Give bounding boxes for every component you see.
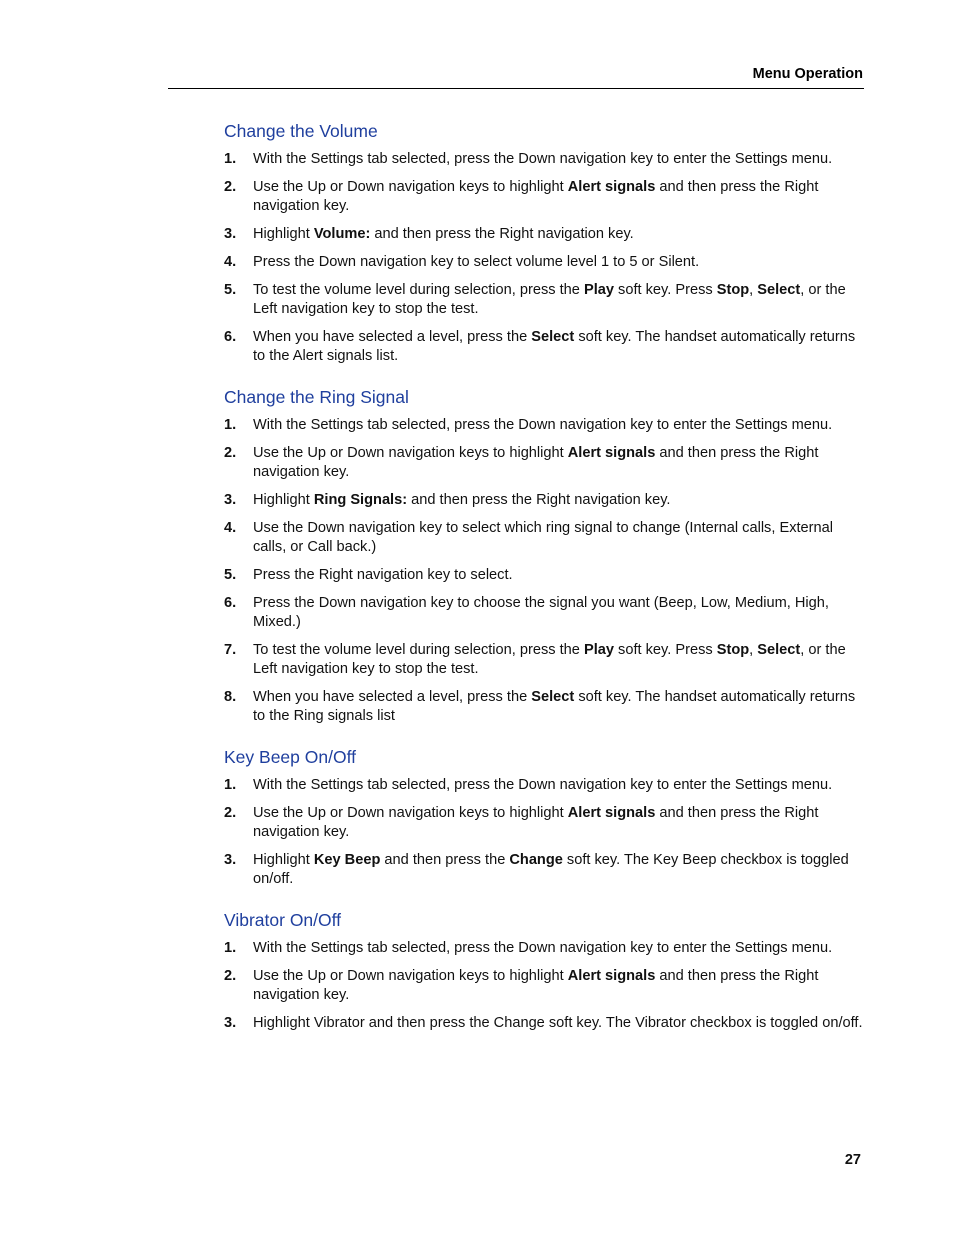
section xyxy=(224,909,868,1033)
step-number: 3. xyxy=(224,852,237,868)
step-number: 2. xyxy=(224,805,237,821)
text-run: Use the Up or Down navigation keys to highlight xyxy=(253,805,568,821)
section xyxy=(224,386,868,726)
step-number: 7. xyxy=(224,642,237,658)
bold-term: Ring Signals: xyxy=(313,492,408,508)
step-item xyxy=(224,804,868,842)
section-title: Change the Ring Signal xyxy=(224,387,409,407)
text-run: Highlight Vibrator and then press the Change soft key. The Vibrator checkbox is toggled on/off. xyxy=(253,1015,863,1031)
text-run: soft key. The handset automatically returns to the Ring signals list xyxy=(253,689,856,724)
step-text xyxy=(253,940,832,956)
bold-term: Volume: xyxy=(313,226,371,242)
bold-term: Key Beep xyxy=(313,852,381,868)
text-run: Press the Down navigation key to choose the signal you want (Beep, Low, Medium, High, Mixed.) xyxy=(253,595,829,630)
step-item xyxy=(224,444,868,482)
text-run: Use the Up or Down navigation keys to highlight xyxy=(253,179,568,195)
text-run: With the Settings tab selected, press the Down navigation key to enter the Settings menu. xyxy=(253,151,833,167)
text-run: Use the Down navigation key to select which ring signal to change (Internal calls, External calls, or Call back.) xyxy=(253,520,834,555)
text-run: soft key. The handset automatically returns to the Alert signals list. xyxy=(253,329,856,364)
bold-term: Play xyxy=(583,642,614,658)
step-text xyxy=(253,968,818,1003)
step-number: 8. xyxy=(224,689,237,705)
step-text xyxy=(253,282,846,317)
bold-term: Alert signals xyxy=(567,179,656,195)
running-header-title: Menu Operation xyxy=(752,66,863,82)
step-text xyxy=(253,492,671,508)
text-run: soft key. Press xyxy=(614,642,717,658)
step-text xyxy=(253,329,855,364)
step-item xyxy=(224,519,868,557)
bold-term: Select xyxy=(757,642,801,658)
step-number: 3. xyxy=(224,492,237,508)
text-run: and then press the Right navigation key. xyxy=(253,179,819,214)
step-list xyxy=(224,150,868,366)
text-run: soft key. The Key Beep checkbox is toggled on/off. xyxy=(253,852,849,887)
step-number: 1. xyxy=(224,417,237,433)
text-run: , or the Left navigation key to stop the test. xyxy=(253,282,846,317)
step-text xyxy=(253,254,699,270)
step-list xyxy=(224,776,868,889)
page-number: 27 xyxy=(844,1152,861,1168)
section-title: Key Beep On/Off xyxy=(224,747,356,767)
bold-term: Play xyxy=(583,282,614,298)
step-text xyxy=(253,520,833,555)
step-item xyxy=(224,594,868,632)
step-number: 3. xyxy=(224,1015,237,1031)
text-run: and then press the xyxy=(380,852,510,868)
step-number: 4. xyxy=(224,520,237,536)
bold-term: Select xyxy=(531,689,575,705)
step-item xyxy=(224,851,868,889)
step-number: 6. xyxy=(224,329,237,345)
text-run: , xyxy=(749,282,758,298)
step-list xyxy=(224,939,868,1033)
step-number: 6. xyxy=(224,595,237,611)
step-text xyxy=(253,777,832,793)
page-content xyxy=(224,120,868,1053)
step-text xyxy=(253,805,818,840)
step-number: 1. xyxy=(224,151,237,167)
text-run: When you have selected a level, press the xyxy=(253,329,532,345)
step-item xyxy=(224,967,868,1005)
step-text xyxy=(253,417,832,433)
step-item xyxy=(224,1014,868,1033)
step-number: 5. xyxy=(224,567,237,583)
section-title: Vibrator On/Off xyxy=(224,910,342,930)
step-number: 2. xyxy=(224,179,237,195)
text-run: Press the Right navigation key to select. xyxy=(253,567,513,583)
bold-term: Alert signals xyxy=(567,805,656,821)
step-number: 4. xyxy=(224,254,237,270)
step-item xyxy=(224,776,868,795)
text-run: When you have selected a level, press the xyxy=(253,689,532,705)
step-text xyxy=(253,595,829,630)
text-run: Press the Down navigation key to select volume level 1 to 5 or Silent. xyxy=(253,254,700,270)
step-item xyxy=(224,939,868,958)
step-item xyxy=(224,566,868,585)
step-item xyxy=(224,416,868,435)
step-list xyxy=(224,416,868,726)
step-number: 2. xyxy=(224,968,237,984)
step-item xyxy=(224,225,868,244)
bold-term: Stop xyxy=(716,642,750,658)
step-item xyxy=(224,641,868,679)
text-run: , xyxy=(749,642,758,658)
text-run: and then press the Right navigation key. xyxy=(253,968,819,1003)
step-text xyxy=(253,642,846,677)
bold-term: Alert signals xyxy=(567,445,656,461)
text-run: Highlight xyxy=(253,226,314,242)
text-run: Highlight xyxy=(253,852,314,868)
text-run: and then press the Right navigation key. xyxy=(253,445,819,480)
text-run: and then press the Right navigation key. xyxy=(253,805,819,840)
step-item xyxy=(224,150,868,169)
step-number: 3. xyxy=(224,226,237,242)
step-item xyxy=(224,281,868,319)
text-run: With the Settings tab selected, press the Down navigation key to enter the Settings menu. xyxy=(253,777,833,793)
text-run: Use the Up or Down navigation keys to highlight xyxy=(253,445,568,461)
step-number: 5. xyxy=(224,282,237,298)
bold-term: Alert signals xyxy=(567,968,656,984)
step-number: 1. xyxy=(224,940,237,956)
bold-term: Change xyxy=(509,852,563,868)
step-text xyxy=(253,226,634,242)
step-text xyxy=(253,151,832,167)
bold-term: Select xyxy=(757,282,801,298)
step-item xyxy=(224,328,868,366)
step-number: 1. xyxy=(224,777,237,793)
step-text xyxy=(253,852,849,887)
text-run: With the Settings tab selected, press the Down navigation key to enter the Settings menu. xyxy=(253,417,833,433)
step-item xyxy=(224,491,868,510)
section-title: Change the Volume xyxy=(224,121,378,141)
text-run: To test the volume level during selection, press the xyxy=(253,642,584,658)
step-item xyxy=(224,688,868,726)
section xyxy=(224,120,868,366)
step-text xyxy=(253,689,855,724)
step-item xyxy=(224,253,868,272)
text-run: , or the Left navigation key to stop the test. xyxy=(253,642,846,677)
text-run: To test the volume level during selection, press the xyxy=(253,282,584,298)
step-text xyxy=(253,179,818,214)
text-run: Highlight xyxy=(253,492,314,508)
step-text xyxy=(253,445,818,480)
bold-term: Select xyxy=(531,329,575,345)
step-number: 2. xyxy=(224,445,237,461)
step-text xyxy=(253,567,513,583)
text-run: and then press the Right navigation key. xyxy=(370,226,634,242)
bold-term: Stop xyxy=(716,282,750,298)
section xyxy=(224,746,868,889)
header-rule xyxy=(168,88,864,89)
step-item xyxy=(224,178,868,216)
text-run: Use the Up or Down navigation keys to highlight xyxy=(253,968,568,984)
text-run: With the Settings tab selected, press the Down navigation key to enter the Settings menu. xyxy=(253,940,833,956)
text-run: soft key. Press xyxy=(614,282,717,298)
text-run: and then press the Right navigation key. xyxy=(407,492,671,508)
step-text xyxy=(253,1015,863,1031)
